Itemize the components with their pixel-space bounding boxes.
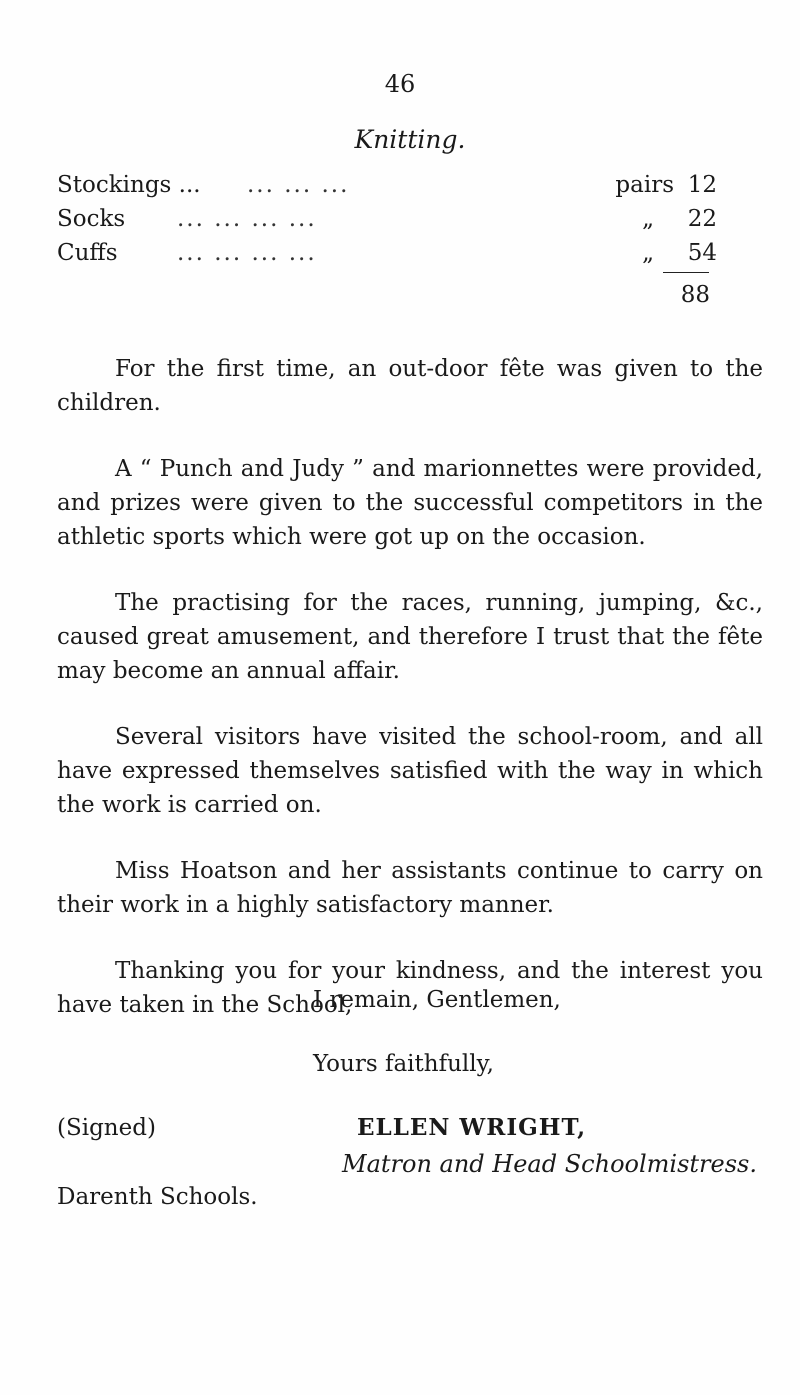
place-line: Darenth Schools. — [57, 1184, 258, 1210]
tally-item: Cuffs — [57, 240, 118, 266]
paragraph: Miss Hoatson and her assistants continue to carry on their work in a highly satisfactory manner. — [57, 858, 763, 918]
tally-leaders: ... ... ... ... — [177, 206, 317, 232]
total-rule — [663, 272, 709, 273]
tally-unit: „ — [642, 206, 654, 232]
tally-item: Socks — [57, 206, 126, 232]
paragraph: For the first time, an out-door fête was given to the children. — [57, 356, 763, 416]
paragraph: The practising for the races, running, jumping, &c., caused great amusement, and therefore I trust that the fête may become an annual affair. — [57, 590, 763, 684]
paragraph: Thanking you for your kindness, and the interest you have taken in the School, — [57, 958, 763, 1018]
tally-leaders: ... ... ... ... — [177, 240, 317, 266]
closing-remain: I remain, Gentlemen, — [313, 987, 561, 1013]
tally-item: Stockings ... — [57, 172, 201, 198]
page-number: 46 — [384, 70, 416, 98]
tally-row — [57, 168, 717, 202]
tally-row — [57, 236, 717, 270]
paragraph: Several visitors have visited the school-room, and all have expressed themselves satisfied with the way in which the work is carried on. — [57, 724, 763, 818]
paragraph: A “ Punch and Judy ” and marionnettes were provided, and prizes were given to the successful competitors in the athletic sports which were got up on the occasion. — [57, 456, 763, 550]
tally-unit: „ — [642, 240, 654, 266]
tally-quantity: 54 — [687, 240, 717, 266]
letter-body — [57, 352, 763, 1054]
signed-label: (Signed) — [57, 1115, 156, 1141]
knitting-tally — [57, 168, 717, 270]
closing-yours: Yours faithfully, — [313, 1051, 494, 1077]
tally-leaders: ... ... ... — [247, 172, 350, 198]
signatory-name: ELLEN WRIGHT, — [357, 1114, 587, 1141]
section-title: Knitting. — [354, 125, 466, 154]
tally-unit: pairs — [615, 172, 674, 198]
signatory-title: Matron and Head Schoolmistress. — [342, 1150, 757, 1178]
tally-quantity: 22 — [687, 206, 717, 232]
tally-total: 88 — [680, 282, 710, 308]
tally-quantity: 12 — [687, 172, 717, 198]
tally-row — [57, 202, 717, 236]
